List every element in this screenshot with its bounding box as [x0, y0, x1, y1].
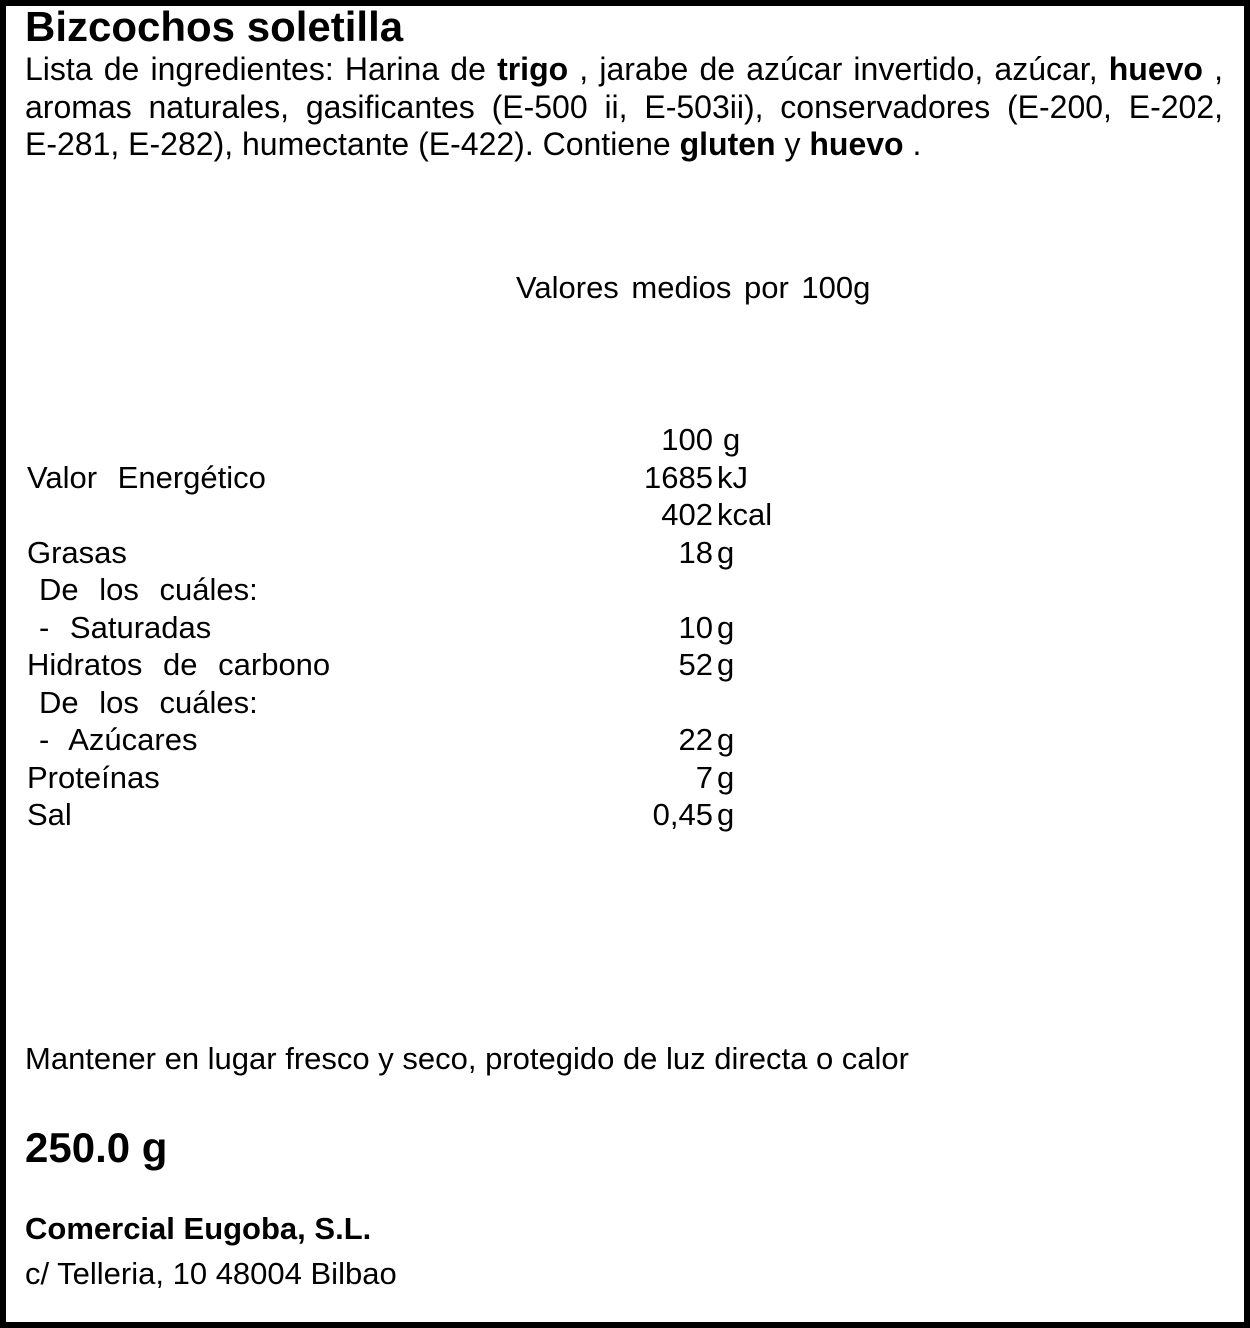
nutrient-unit: g	[717, 722, 735, 757]
manufacturer-address: c/ Telleria, 10 48004 Bilbao	[25, 1256, 397, 1291]
nutrient-label: Proteínas	[27, 759, 160, 795]
nutrient-value: 18	[678, 534, 713, 570]
nutrient-unit: kcal	[717, 497, 773, 532]
nutrition-row	[27, 684, 807, 722]
ingredients-text: .	[903, 126, 922, 162]
ingredients-text: E-281, E-282), humectante (E-422). Contiene	[25, 126, 680, 162]
nutrient-value: 0,45	[652, 797, 713, 832]
nutrient-unit: g	[717, 647, 735, 682]
ingredients-paragraph	[25, 51, 1223, 164]
nutrition-row	[27, 534, 807, 572]
nutrient-value: 402	[661, 497, 713, 532]
nutrient-label	[27, 496, 507, 534]
nutrient-value: 10	[678, 609, 713, 645]
nutrient-unit: kJ	[717, 459, 748, 495]
nutrient-unit: g	[723, 422, 741, 457]
nutrition-row	[27, 759, 807, 797]
ingredients-line	[25, 89, 1223, 127]
allergen-bold-text: huevo	[809, 126, 904, 162]
nutrition-row	[27, 796, 807, 834]
nutrition-row	[27, 421, 807, 459]
nutrient-label: Grasas	[27, 534, 127, 570]
allergen-bold-text: gluten	[679, 126, 776, 162]
ingredients-text: y	[775, 126, 810, 162]
nutrient-label: - Saturadas	[39, 609, 212, 645]
nutrient-value	[507, 571, 713, 609]
nutrition-row	[27, 571, 807, 609]
nutrient-unit: g	[717, 759, 735, 795]
nutrition-table	[27, 421, 807, 834]
nutrient-label: - Azúcares	[39, 722, 198, 757]
nutrition-row	[27, 496, 807, 534]
product-title: Bizcochos soletilla	[25, 3, 404, 50]
nutrient-unit: g	[717, 797, 735, 832]
ingredients-text: ,	[1202, 51, 1224, 87]
nutrient-label	[27, 421, 507, 459]
ingredients-text: , jarabe de azúcar invertido, azúcar,	[568, 51, 1109, 87]
ingredients-line	[25, 51, 1223, 89]
nutrition-row	[27, 459, 807, 497]
nutrient-value: 52	[678, 647, 713, 682]
nutrient-label: Valor Energético	[27, 459, 266, 495]
nutrient-value: 100	[661, 422, 713, 457]
nutrient-label: Hidratos de carbono	[27, 647, 331, 682]
ingredients-text: Lista de ingredientes: Harina de	[25, 51, 498, 87]
nutrient-value: 7	[695, 759, 713, 795]
ingredients-text: aromas naturales, gasificantes (E-500 ii, E-503ii), conservadores (E-200, E-202,	[25, 88, 1223, 125]
net-weight: 250.0 g	[25, 1124, 168, 1171]
storage-instructions: Mantener en lugar fresco y seco, protegido de luz directa o calor	[25, 1041, 909, 1076]
nutrient-value	[507, 684, 713, 722]
nutrient-label: De los cuáles:	[39, 572, 258, 607]
allergen-bold-text: huevo	[1108, 51, 1203, 87]
nutrition-row	[27, 609, 807, 647]
manufacturer-name: Comercial Eugoba, S.L.	[25, 1211, 372, 1246]
nutrition-header: Valores medios por 100g	[516, 270, 871, 305]
nutrient-label: Sal	[27, 797, 72, 832]
nutrient-value: 22	[678, 722, 713, 757]
nutrient-unit: g	[717, 534, 735, 570]
nutrition-row	[27, 646, 807, 684]
nutrient-unit	[713, 684, 717, 722]
allergen-bold-text: trigo	[497, 51, 569, 87]
nutrient-unit	[713, 571, 717, 609]
nutrition-row	[27, 721, 807, 759]
nutrient-label: De los cuáles:	[39, 684, 258, 720]
ingredients-line	[25, 126, 1223, 164]
nutrient-unit: g	[717, 609, 735, 645]
nutrient-value: 1685	[644, 459, 713, 495]
